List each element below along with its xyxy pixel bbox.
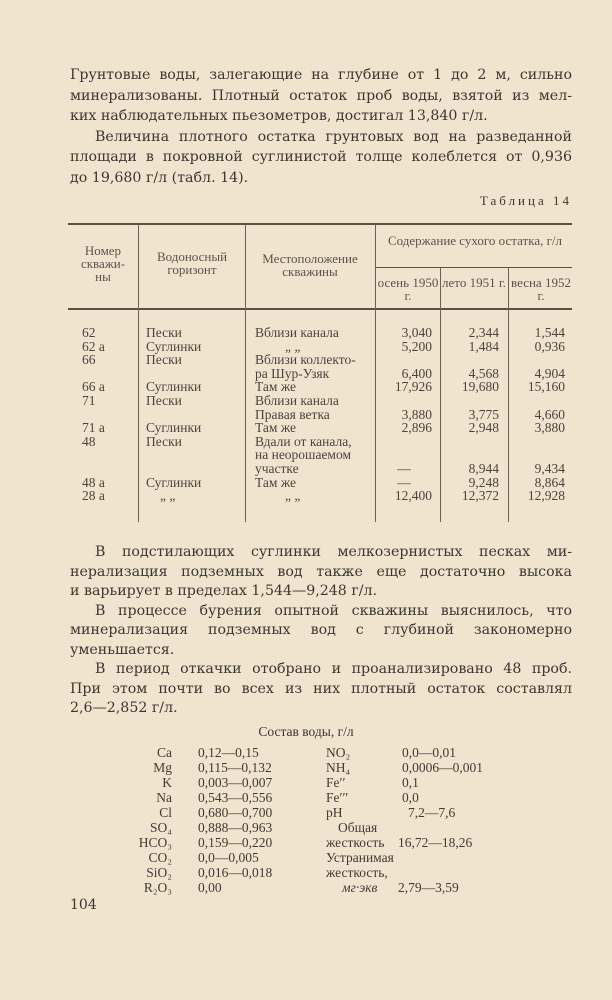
element-name: Ca [157, 745, 172, 760]
header-bottom-rule [68, 308, 572, 310]
location-cell: Вблизи канала [255, 393, 339, 408]
text-line: При этом почти во всех из них плотный остаток составлял [70, 680, 572, 697]
spring-1952-cell: 8,864 [534, 474, 565, 490]
element-name: CO₂ [148, 850, 172, 865]
element-name: SiO₂ [146, 865, 172, 880]
text-line: Величина плотного остатка грунтовых вод на разведанной [95, 128, 572, 145]
element-name: HCO₃ [138, 835, 172, 850]
text-line: минерализованы. Плотный остаток проб воды, взятой из мел- [70, 87, 572, 104]
well-number-cell: 71 а [82, 420, 105, 436]
location-cell: Там же [255, 420, 296, 436]
location-cell: на неорошаемом [255, 447, 352, 463]
element-name: жесткость [326, 835, 385, 850]
spring-1952-cell: 4,660 [534, 406, 565, 422]
column-divider [138, 224, 139, 522]
element-name: SO₄ [150, 820, 172, 835]
element-name: R₂O₃ [143, 880, 172, 895]
element-value: 0,888—0,963 [198, 820, 273, 835]
summer-1951-cell: 1,484 [468, 338, 499, 354]
element-name: Устранимая [326, 850, 394, 865]
spring-1952-cell: 1,544 [534, 325, 565, 340]
column-divider [245, 224, 246, 522]
spring-1952-cell: 3,880 [534, 420, 565, 436]
element-value: 2,79—3,59 [398, 880, 459, 895]
autumn-1950-cell: 2,896 [401, 420, 432, 436]
header-summer-1951: лето 1951 г. [442, 275, 506, 290]
well-number-cell: 48 а [82, 474, 105, 490]
header-dry-residue: Содержание сухого остатка, г/л [387, 233, 563, 248]
location-cell: ра Шур-Узяк [255, 365, 330, 381]
spring-1952-cell: 4,904 [534, 365, 565, 381]
element-value: 0,00 [198, 880, 222, 895]
location-cell: Правая ветка [255, 406, 330, 422]
text-line: площади в покровной суглинистой толще колеблется от 0,936 [70, 149, 572, 165]
autumn-1950-cell: — [397, 461, 411, 476]
horizon-cell: Пески [146, 393, 182, 408]
element-name: Mg [153, 760, 172, 775]
well-number-cell: 71 [82, 393, 96, 408]
horizon-cell: Пески [146, 352, 182, 368]
element-name: K [162, 775, 172, 790]
subheader-rule [375, 267, 572, 268]
element-name: Fe′′′ [326, 790, 349, 805]
element-value: 0,0—0,005 [198, 850, 259, 865]
summer-1951-cell: 9,248 [468, 474, 499, 490]
element-value: 0,0006—0,001 [402, 760, 483, 775]
text-line: В период откачки отобрано и проанализировано 48 проб. [95, 661, 572, 677]
element-name: Na [156, 790, 172, 805]
well-number-cell: 62 а [82, 338, 105, 354]
element-name: Fe′′ [326, 775, 346, 790]
spring-1952-cell: 15,160 [527, 379, 565, 395]
autumn-1950-cell: 3,880 [401, 406, 432, 422]
location-cell: Вблизи коллекто- [255, 352, 356, 368]
summer-1951-cell: 2,344 [468, 325, 499, 340]
horizon-cell: Пески [146, 433, 182, 449]
location-cell: Там же [255, 474, 296, 490]
well-number-cell: 48 [82, 433, 96, 449]
text-line: 2,6—2,852 г/л. [70, 700, 178, 716]
table-top-rule [68, 223, 572, 225]
table-title: Таблица 14 [479, 193, 572, 208]
element-name: Общая [338, 820, 378, 835]
text-line: Грунтовые воды, залегающие на глубине от 1 до 2 м, сильно [70, 67, 572, 83]
well-number-cell: 66 [82, 352, 96, 368]
location-cell: Вблизи канала [255, 325, 339, 340]
horizon-cell: Пески [146, 325, 182, 340]
spring-1952-cell: 12,928 [527, 488, 565, 504]
element-value: 0,003—0,007 [198, 775, 273, 790]
text-line: уменьшается. [70, 641, 175, 658]
element-name: pH [326, 805, 343, 820]
location-cell: участке [255, 461, 299, 476]
header-location: Местоположение скважины [262, 251, 358, 279]
location-cell: Там же [255, 379, 296, 395]
autumn-1950-cell: 5,200 [401, 338, 432, 354]
spring-1952-cell: 0,936 [534, 338, 565, 354]
element-value: 0,543—0,556 [198, 790, 273, 805]
element-name: NH₄ [326, 760, 351, 775]
text-line: ких наблюдательных пьезометров, достигал 13,840 г/л. [70, 108, 488, 124]
autumn-1950-cell: — [397, 474, 411, 490]
summer-1951-cell: 4,568 [468, 365, 499, 381]
element-name: мг·экв [342, 880, 378, 895]
horizon-cell: Суглинки [146, 474, 202, 490]
element-name: жесткость, [326, 865, 388, 880]
autumn-1950-cell: 17,926 [394, 379, 432, 395]
summer-1951-cell: 2,948 [468, 420, 499, 436]
composition-caption: Состав воды, г/л [258, 724, 354, 739]
text-line: В процессе бурения опытной скважины выяснилось, что [95, 602, 572, 619]
horizon-cell: Суглинки [146, 379, 202, 395]
element-value: 16,72—18,26 [398, 835, 473, 850]
element-value: 0,1 [402, 775, 419, 790]
summer-1951-cell: 3,775 [468, 406, 499, 422]
location-cell: „ „ [285, 338, 301, 354]
element-value: 0,12—0,15 [198, 745, 259, 760]
spring-1952-cell: 9,434 [534, 461, 565, 476]
element-value: 0,680—0,700 [198, 805, 273, 820]
autumn-1950-cell: 6,400 [401, 365, 432, 381]
element-name: NO₂ [326, 745, 351, 760]
header-well-number: Номер скважи- ны [80, 243, 126, 284]
page-number: 104 [70, 897, 97, 913]
text-line: и варьирует в пределах 1,544—9,248 г/л. [70, 583, 378, 599]
text-line: В подстилающих суглинки мелкозернистых песках ми- [95, 544, 572, 560]
element-value: 0,0 [402, 790, 419, 805]
well-number-cell: 28 а [82, 488, 105, 504]
header-horizon: Водоносный горизонт [156, 249, 228, 277]
text-line: нерализация подземных вод также еще достаточно высока [70, 563, 572, 580]
location-cell: Вдали от канала, [255, 433, 352, 449]
element-value: 7,2—7,6 [408, 805, 456, 820]
element-value: 0,016—0,018 [198, 865, 273, 880]
horizon-cell: „ „ [160, 488, 176, 504]
horizon-cell: Суглинки [146, 338, 202, 354]
summer-1951-cell: 19,680 [461, 379, 499, 395]
text-line: до 19,680 г/л (табл. 14). [70, 169, 249, 186]
element-name: Cl [159, 805, 172, 820]
horizon-cell: Суглинки [146, 420, 202, 436]
header-spring-1952: весна 1952 г. [511, 275, 571, 303]
header-autumn-1950: осень 1950 г. [377, 275, 439, 303]
autumn-1950-cell: 12,400 [394, 488, 432, 504]
well-number-cell: 62 [82, 325, 96, 340]
summer-1951-cell: 12,372 [461, 488, 499, 504]
text-line: минерализация подземных вод с глубиной закономерно [70, 622, 572, 638]
summer-1951-cell: 8,944 [468, 461, 499, 476]
element-value: 0,159—0,220 [198, 835, 273, 850]
element-value: 0,0—0,01 [402, 745, 456, 760]
autumn-1950-cell: 3,040 [401, 325, 432, 340]
element-value: 0,115—0,132 [198, 760, 272, 775]
location-cell: „ „ [285, 488, 301, 504]
well-number-cell: 66 а [82, 379, 105, 395]
